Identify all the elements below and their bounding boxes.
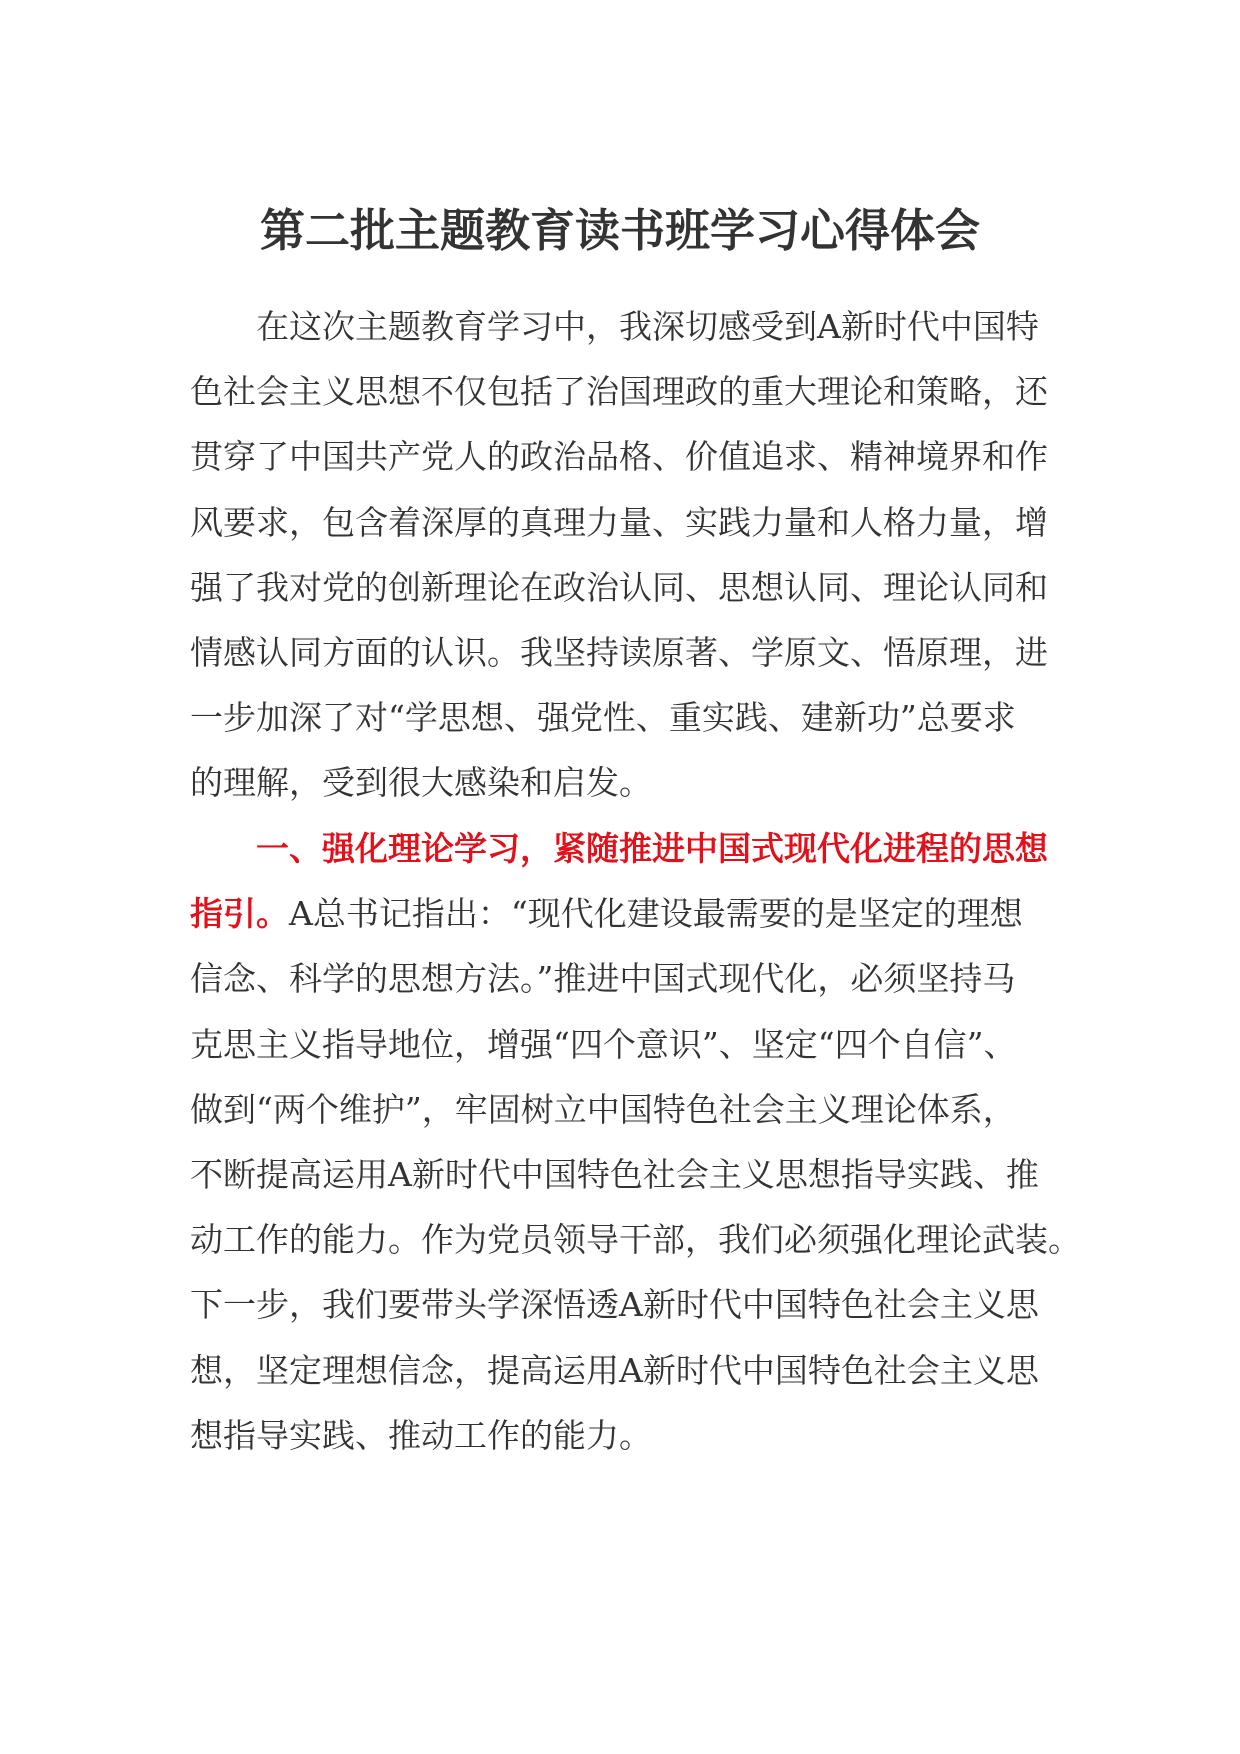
paragraph-line: 做到“两个维护”，牢固树立中国特色社会主义理论体系， <box>190 1089 1016 1129</box>
paragraph-line: 想指导实践、推动工作的能力。 <box>190 1415 652 1455</box>
paragraph-line: 下一步，我们要带头学深悟透A新时代中国特色社会主义思 <box>190 1285 1039 1325</box>
document-title: 第二批主题教育读书班学习心得体会 <box>259 204 980 257</box>
paragraph-line <box>190 881 1050 946</box>
section-heading: 一、强化理论学习，紧随推进中国式现代化进程的思想 <box>256 829 1048 868</box>
paragraph-line: 情感认同方面的认识。我坚持读原著、学原文、悟原理，进 <box>190 632 1048 672</box>
paragraph-line: 强了我对党的创新理论在政治认同、思想认同、理论认同和 <box>190 567 1048 607</box>
section-text: A总书记指出：“现代化建设最需要的是坚定的理想 <box>289 894 1023 934</box>
paragraph-line: 信念、科学的思想方法。”推进中国式现代化，必须坚持马 <box>190 959 1016 999</box>
section-1 <box>190 816 1081 1468</box>
paragraph-line: 贯穿了中国共产党人的政治品格、价值追求、精神境界和作 <box>190 437 1048 477</box>
paragraph-intro <box>190 294 1050 816</box>
paragraph-line: 的理解，受到很大感染和启发。 <box>190 763 652 803</box>
paragraph-line: 风要求，包含着深厚的真理力量、实践力量和人格力量，增 <box>190 502 1048 542</box>
paragraph-line: 一步加深了对“学思想、强党性、重实践、建新功”总要求 <box>190 698 1016 738</box>
section-heading-end: 指引。 <box>190 894 289 934</box>
paragraph-line: 克思主义指导地位，增强“四个意识”、坚定“四个自信”、 <box>190 1024 1017 1064</box>
paragraph-line: 在这次主题教育学习中，我深切感受到A新时代中国特 <box>256 307 1039 346</box>
paragraph-line: 动工作的能力。作为党员领导干部，我们必须强化理论武装。 <box>190 1220 1081 1260</box>
paragraph-line: 色社会主义思想不仅包括了治国理政的重大理论和策略，还 <box>190 372 1048 412</box>
paragraph-line: 想，坚定理想信念，提高运用A新时代中国特色社会主义思 <box>190 1350 1039 1390</box>
paragraph-line: 不断提高运用A新时代中国特色社会主义思想指导实践、推 <box>190 1154 1039 1194</box>
